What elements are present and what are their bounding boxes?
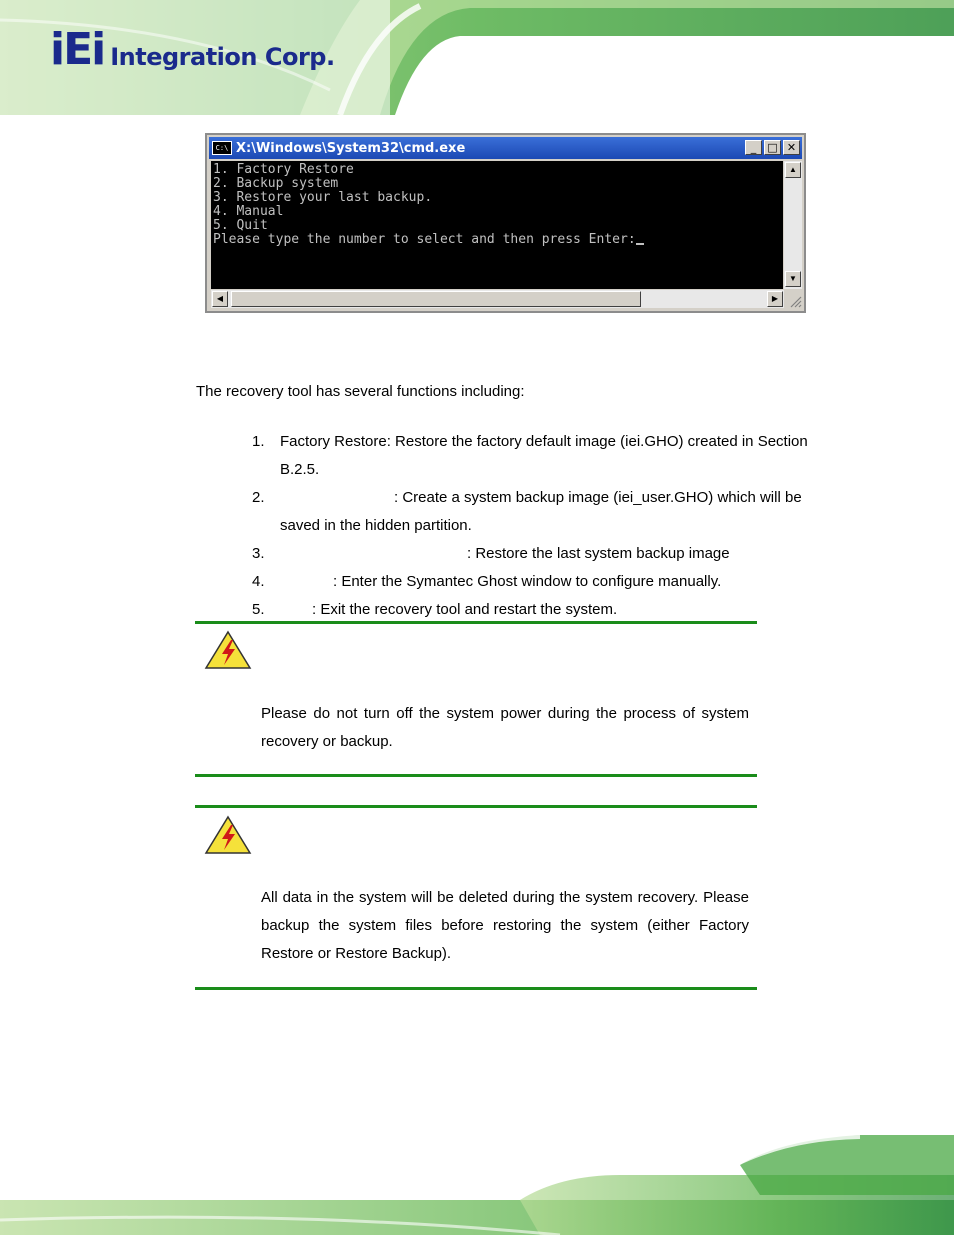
console-line: 3. Restore your last backup. (213, 190, 433, 205)
list-text: : Create a system backup image (iei_user.GHO) which will be saved in the hidden partition. (280, 489, 802, 534)
list-text: : Restore the last system backup image (467, 545, 730, 562)
list-number: 3. (252, 545, 265, 562)
console-output (211, 161, 783, 289)
function-list (252, 428, 822, 624)
warning-text: Please do not turn off the system power during the process of system recovery or backup. (261, 705, 749, 750)
warning-top-rule (195, 621, 757, 624)
list-number: 5. (252, 601, 265, 618)
list-number: 4. (252, 573, 265, 590)
logo-mark: iEi (50, 24, 105, 75)
list-item (252, 484, 822, 540)
console-icon: C:\ (212, 141, 232, 155)
text-cursor (636, 243, 644, 245)
horizontal-scrollbar[interactable] (211, 290, 784, 308)
list-number: 1. (252, 433, 265, 450)
cmd-title: X:\Windows\System32\cmd.exe (236, 140, 466, 156)
list-number: 2. (252, 489, 265, 506)
footer-banner (0, 1135, 954, 1235)
scroll-down-icon[interactable]: ▼ (785, 271, 801, 287)
console-line: 4. Manual (213, 204, 284, 219)
cmd-window (205, 133, 806, 313)
window-controls (745, 140, 800, 155)
list-item (252, 428, 822, 484)
console-line: 5. Quit (213, 218, 268, 233)
console-line: 2. Backup system (213, 176, 339, 191)
vertical-scrollbar[interactable] (784, 161, 802, 289)
resize-grip-icon[interactable] (787, 293, 802, 308)
scroll-thumb[interactable] (231, 291, 641, 307)
console-line: 1. Factory Restore (213, 162, 354, 177)
warning-icon (204, 815, 252, 855)
logo-text: Integration Corp. (110, 43, 335, 71)
maximize-icon[interactable]: □ (764, 140, 781, 155)
console-prompt: Please type the number to select and then press Enter: (213, 232, 636, 247)
list-text: : Exit the recovery tool and restart the system. (312, 601, 618, 618)
list-item (252, 568, 822, 596)
intro-paragraph: The recovery tool has several functions including: (196, 383, 525, 400)
warning-top-rule (195, 805, 757, 808)
warning-bottom-rule (195, 987, 757, 990)
minimize-icon[interactable]: _ (745, 140, 762, 155)
close-icon[interactable]: ✕ (783, 140, 800, 155)
company-logo (50, 24, 335, 75)
scroll-right-icon[interactable]: ▶ (767, 291, 783, 307)
cmd-title-bar (209, 137, 802, 159)
scroll-left-icon[interactable]: ◀ (212, 291, 228, 307)
list-text: : Enter the Symantec Ghost window to configure manually. (333, 573, 722, 590)
warning-bottom-rule (195, 774, 757, 777)
warning-icon (204, 630, 252, 670)
list-item (252, 540, 822, 568)
scroll-up-icon[interactable]: ▲ (785, 162, 801, 178)
warning-text: All data in the system will be deleted during the system recovery. Please backup the system files before restoring the system (either Factory Restore or Restore Backup). (261, 889, 749, 962)
list-item (252, 596, 822, 624)
list-text: Factory Restore: Restore the factory default image (iei.GHO) created in Section B.2.5. (280, 433, 808, 478)
